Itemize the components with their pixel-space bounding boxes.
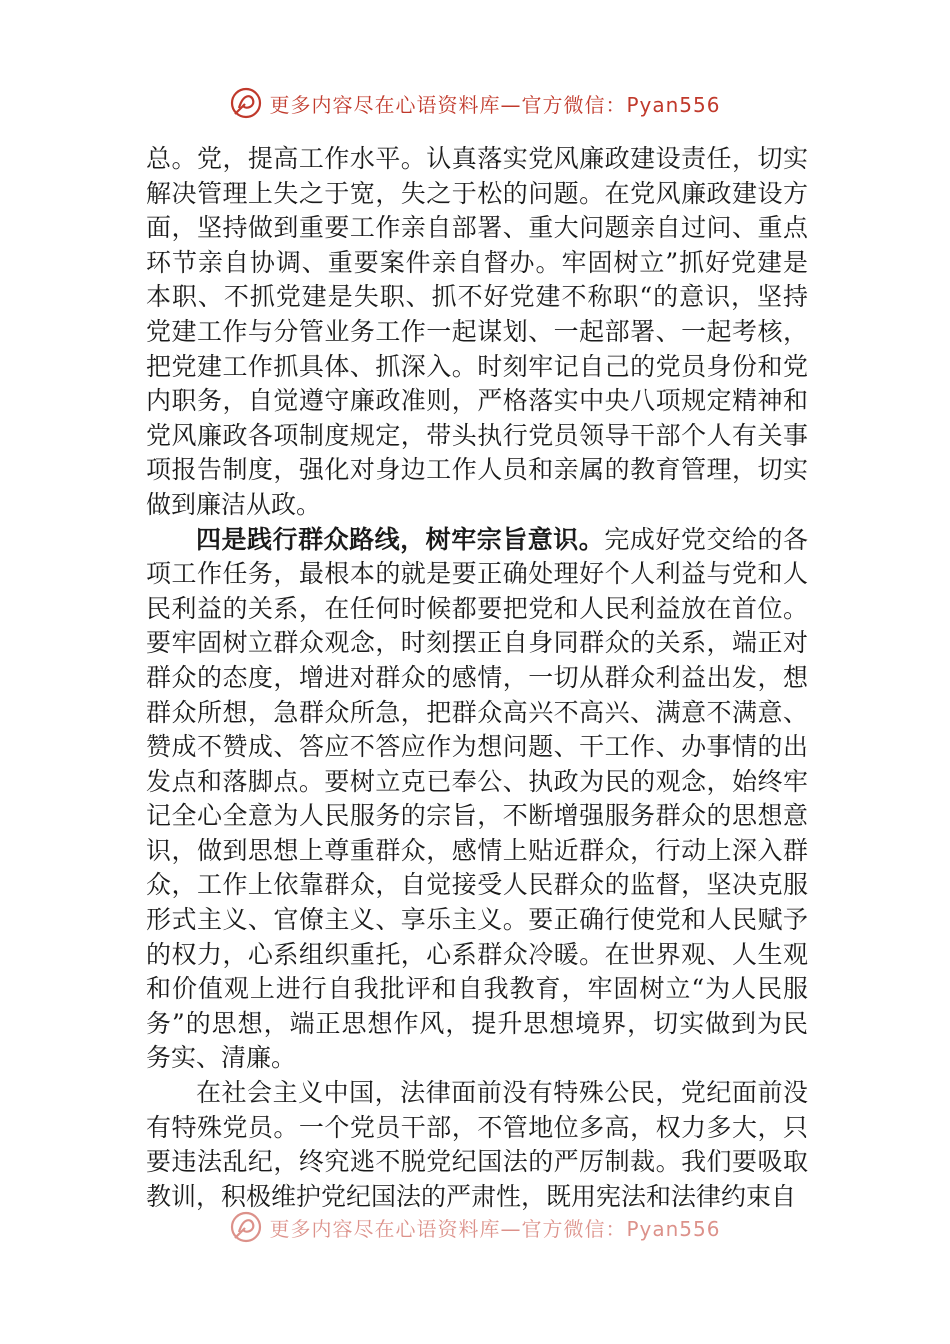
header-watermark: [0, 86, 950, 120]
paragraph-text: 完成好党交给的各项工作任务，最根本的就是要正确处理好个人利益与党和人民利益的关系，在任何时候都要把党和人民利益放在首位。要牢固树立群众观念，时刻摆正自身同群众的关系，端正对群众的态度，增进对群众的感情，一切从群众利益出发，想群众所想，急群众所急，把群众高兴不高兴、满意不满意、赞成不赞成、答应不答应作为想问题、干工作、办事情的出发点和落脚点。要树立克已奉公、执政为民的观念，始终牢记全心全意为人民服务的宗旨，不断增强服务群众的思想意识，做到思想上尊重群众，感情上贴近群众，行动上深入群众，工作上依靠群众，自觉接受人民群众的监督，坚决克服形式主义、官僚主义、享乐主义。要正确行使党和人民赋予的权力，心系组织重托，心系群众冷暖。在世界观、人生观和价值观上进行自我批评和自我教育，牢固树立“为人民服务”的思想，端正思想作风，提升思想境界，切实做到为民务实、清廉。: [146, 524, 808, 1073]
paragraph-text: 在社会主义中国，法律面前没有特殊公民，党纪面前没有特殊党员。一个党员干部，不管地位多高，权力多大，只要违法乱纪，终究逃不脱党纪国法的严厉制裁。我们要吸取教训，积极维护党纪国法的严肃性，既用宪法和法律约束自: [146, 1078, 808, 1211]
seal-logo-icon: [229, 86, 263, 120]
paragraph-lead: 四是践行群众路线，树牢宗旨意识。: [196, 524, 605, 554]
paragraph: [146, 142, 808, 523]
paragraph: [146, 523, 808, 1077]
document-body: [146, 142, 808, 1214]
paragraph: [146, 1076, 808, 1214]
footer-watermark: [0, 1210, 950, 1244]
watermark-text: 更多内容尽在心语资料库—官方微信：Pyan556: [269, 1216, 721, 1241]
watermark-text: 更多内容尽在心语资料库—官方微信：Pyan556: [269, 92, 721, 117]
paragraph-text: 总。党，提高工作水平。认真落实党风廉政建设责任，切实解决管理上失之于宽，失之于松的问题。在党风廉政建设方面，坚持做到重要工作亲自部署、重大问题亲自过问、重点环节亲自协调、重要案件亲自督办。牢固树立”抓好党建是本职、不抓党建是失职、抓不好党建不称职“的意识，坚持党建工作与分管业务工作一起谋划、一起部署、一起考核，把党建工作抓具体、抓深入。时刻牢记自己的党员身份和党内职务，自觉遵守廉政准则，严格落实中央八项规定精神和党风廉政各项制度规定，带头执行党员领导干部个人有关事项报告制度，强化对身边工作人员和亲属的教育管理，切实做到廉洁从政。: [146, 144, 808, 519]
seal-logo-icon: [229, 1210, 263, 1244]
